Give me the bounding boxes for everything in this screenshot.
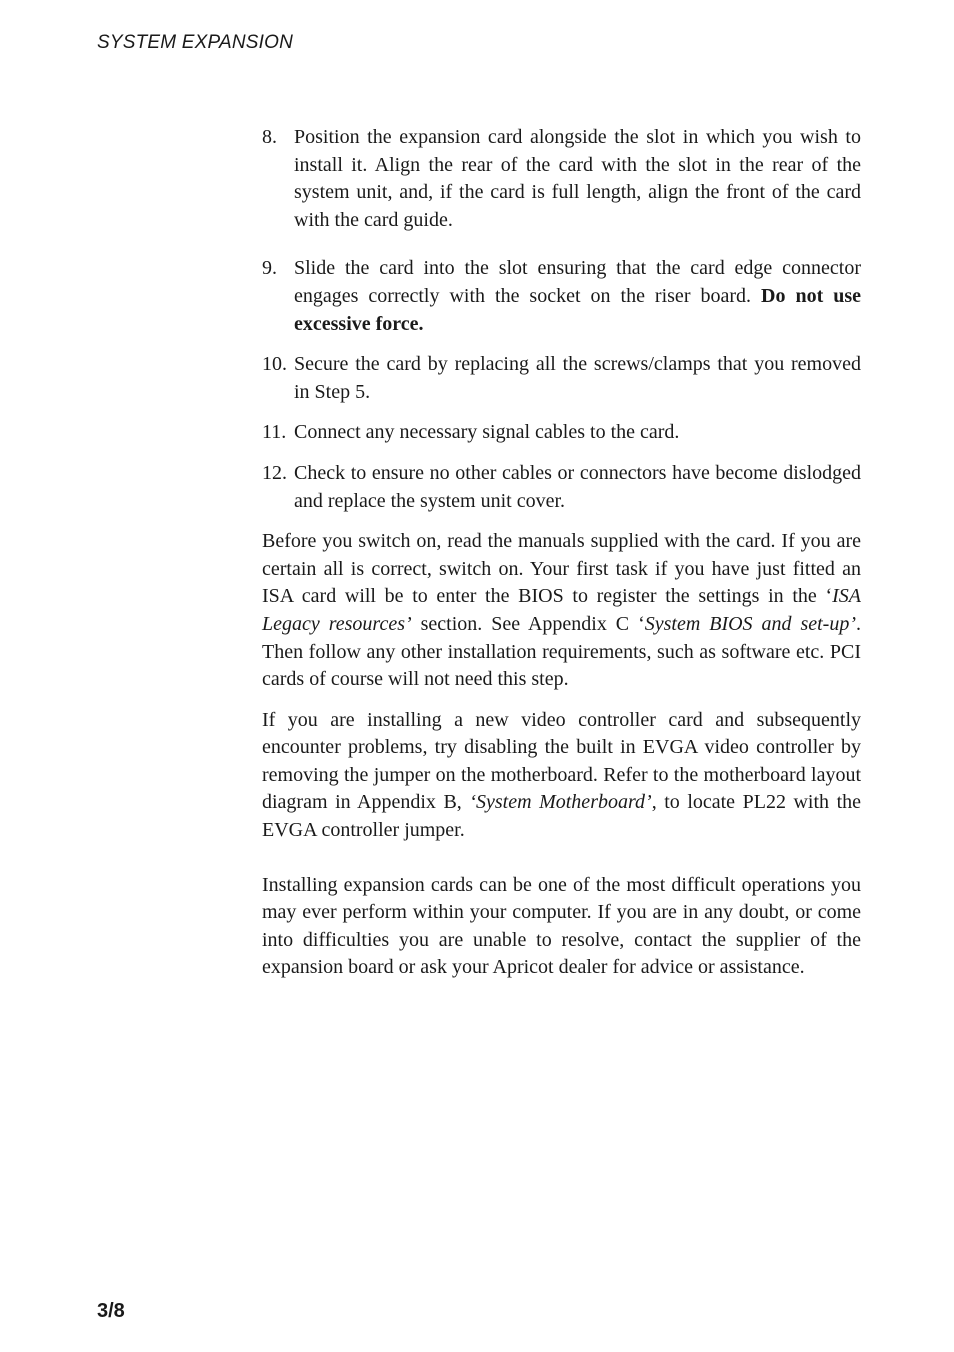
motherboard-reference: ‘System Motherboard’ [469,791,652,814]
paragraph-text: , to locate PL22 with the EVGA controller jumper. [262,791,862,842]
step-number: 12. [262,461,287,484]
bios-setup-reference: System BIOS and set-up’ [644,612,856,635]
running-header: SYSTEM EXPANSION [97,32,294,53]
step-text: Position the expansion card alongside the slot in which you wish to install it. Align the rear of the card with the slot in the rear of the system unit, and, if the card is full length, align the front of the card with the card guide. [294,126,861,231]
step-number: 11. [262,421,287,444]
step-number: 8. [262,126,277,148]
step-11 [262,419,861,447]
step-warning: Do not use excessive force. [294,284,862,335]
page-number: 3/8 [97,1300,125,1322]
step-text: Slide the card into the slot ensuring that the card edge connector engages correctly with the socket on the riser board. [294,257,861,307]
paragraph-advice: Installing expansion cards can be one of the most difficult operations you may ever perform within your computer. If you are in any doubt, or come into difficulties you are unable to resolve, contact the supplier of the expansion board or ask your Apricot dealer for advice or assistance. [262,873,861,979]
instruction-steps [262,124,861,515]
step-9 [262,255,861,338]
paragraph-text: Before you switch on, read the manuals supplied with the card. If you are certain all is correct, switch on. Your first task if you have just fitted an ISA card will be to enter the BIOS to register the settings in the ‘ [262,530,861,608]
step-number: 10. [262,353,287,376]
isa-legacy-reference: ISA Legacy resources’ [262,585,861,635]
step-text: Secure the card by replacing all the screws/clamps that you removed in Step 5. [294,353,861,403]
step-10 [262,351,861,406]
step-12 [262,460,861,515]
page-body [262,124,861,982]
paragraph-text: section. See Appendix C ‘ [411,612,645,635]
paragraph-video-controller [262,707,861,845]
paragraph-text: . Then follow any other installation requirements, such as software etc. PCI cards of course will not need this step. [262,612,861,691]
paragraph-switch-on [262,528,861,694]
paragraph-text: If you are installing a new video controller card and subsequently encounter problems, try disabling the built in EVGA video controller by removing the jumper on the motherboard. Refer to the motherboard layout diagram in Appendix B, [262,708,861,814]
step-number: 9. [262,257,277,280]
step-text: Check to ensure no other cables or connectors have become dislodged and replace the system unit cover. [294,461,861,512]
step-text: Connect any necessary signal cables to the card. [294,421,680,444]
step-8 [262,124,861,234]
